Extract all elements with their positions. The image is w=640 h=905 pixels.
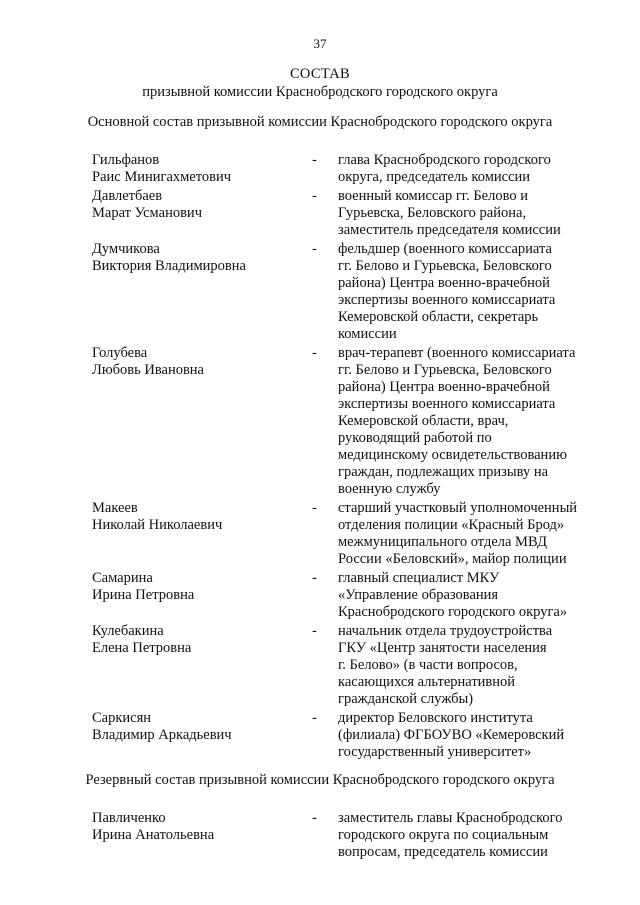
- member-name: [0, 345, 312, 498]
- main-section-heading: Основной состав призывной комиссии Краснобродского городского округа: [87, 114, 553, 130]
- member-role-line: района) Центра военно-врачебной: [338, 275, 550, 291]
- member-role-line: военный комиссар гг. Белово и: [338, 188, 528, 204]
- member-role-line: межмуниципального отдела МВД: [338, 534, 547, 550]
- member-role-line: (филиала) ФГБОУВО «Кемеровский: [338, 727, 565, 743]
- member-name-line: Марат Усманович: [92, 205, 202, 221]
- member-role-line: врач-терапевт (военного комиссариата: [338, 345, 576, 361]
- member-role-line: фельдшер (военного комиссариата: [338, 241, 552, 257]
- member-name-line: Самарина: [92, 570, 153, 586]
- member-role-line: района) Центра военно-врачебной: [338, 379, 550, 395]
- member-dash: -: [312, 500, 317, 516]
- member-row: [0, 152, 640, 186]
- page-number: 37: [313, 36, 327, 51]
- member-role-line: России «Беловский», майор полиции: [338, 551, 567, 567]
- member-dash: -: [312, 810, 317, 826]
- member-row: [0, 345, 640, 498]
- member-name-line: Любовь Ивановна: [92, 362, 204, 378]
- member-role-line: заместитель главы Краснобродского: [338, 810, 563, 826]
- member-role: [336, 188, 608, 239]
- member-role-line: отделения полиции «Красный Брод»: [338, 517, 565, 533]
- member-role-line: касающихся альтернативной: [338, 674, 516, 690]
- member-role: [336, 152, 608, 186]
- member-name: [0, 152, 312, 186]
- member-role-line: старший участковый уполномоченный: [338, 500, 578, 516]
- member-dash: -: [312, 710, 317, 726]
- member-role-line: городского округа по социальным: [338, 827, 549, 843]
- member-role: [336, 623, 608, 708]
- member-role-line: военную службу: [338, 481, 441, 497]
- member-dash: -: [312, 570, 317, 586]
- member-role-line: директор Беловского института: [338, 710, 533, 726]
- member-name: [0, 623, 312, 708]
- member-role-line: г. Белово» (в части вопросов,: [338, 657, 518, 673]
- member-role-line: комиссии: [338, 326, 397, 342]
- member-role-line: вопросам, председатель комиссии: [338, 844, 548, 860]
- member-role-line: округа, председатель комиссии: [338, 169, 531, 185]
- member-name-line: Елена Петровна: [92, 640, 192, 656]
- member-name-line: Макеев: [92, 500, 138, 516]
- member-role-line: экспертизы военного комиссариата: [338, 292, 556, 308]
- member-row: [0, 623, 640, 708]
- member-role-line: ГКУ «Центр занятости населения: [338, 640, 547, 656]
- member-role-line: начальник отдела трудоустройства: [338, 623, 553, 639]
- member-row: [0, 188, 640, 239]
- member-role: [336, 810, 608, 861]
- member-role-line: гражданской службы): [338, 691, 474, 707]
- member-role-line: глава Краснобродского городского: [338, 152, 551, 168]
- member-role: [336, 570, 608, 621]
- member-name: [0, 710, 312, 761]
- member-name: [0, 241, 312, 343]
- member-role-line: Кемеровской области, секретарь: [338, 309, 539, 325]
- reserve-members-list: [0, 810, 640, 863]
- document-subtitle: призывной комиссии Краснобродского городского округа: [142, 84, 498, 100]
- member-dash: -: [312, 152, 317, 168]
- member-dash: -: [312, 241, 317, 257]
- member-name-line: Раис Минигахметович: [92, 169, 232, 185]
- member-role-line: «Управление образования: [338, 587, 499, 603]
- member-role-line: главный специалист МКУ: [338, 570, 500, 586]
- member-dash: -: [312, 623, 317, 639]
- member-role-line: гг. Белово и Гурьевска, Беловского: [338, 362, 552, 378]
- member-dash: -: [312, 345, 317, 361]
- member-name: [0, 570, 312, 621]
- member-row: [0, 710, 640, 761]
- main-members-list: [0, 152, 640, 763]
- reserve-section-heading: Резервный состав призывной комиссии Краснобродского городского округа: [85, 772, 555, 788]
- member-role-line: граждан, подлежащих призыву на: [338, 464, 549, 480]
- member-row: [0, 810, 640, 861]
- member-name-line: Николай Николаевич: [92, 517, 223, 533]
- member-role-line: государственный университет»: [338, 744, 532, 760]
- member-name: [0, 810, 312, 861]
- member-name-line: Кулебакина: [92, 623, 164, 639]
- member-name-line: Саркисян: [92, 710, 152, 726]
- member-row: [0, 241, 640, 343]
- member-role: [336, 241, 608, 343]
- member-role-line: заместитель председателя комиссии: [338, 222, 561, 238]
- member-name: [0, 500, 312, 568]
- member-name-line: Гильфанов: [92, 152, 160, 168]
- member-dash: -: [312, 188, 317, 204]
- member-name-line: Владимир Аркадьевич: [92, 727, 232, 743]
- member-role: [336, 710, 608, 761]
- member-name-line: Ирина Анатольевна: [92, 827, 215, 843]
- member-name-line: Ирина Петровна: [92, 587, 195, 603]
- member-name: [0, 188, 312, 239]
- member-role: [336, 500, 608, 568]
- member-row: [0, 570, 640, 621]
- member-role-line: Гурьевска, Беловского района,: [338, 205, 527, 221]
- member-role-line: медицинскому освидетельствованию: [338, 447, 567, 463]
- document-title: СОСТАВ: [289, 66, 351, 82]
- member-row: [0, 500, 640, 568]
- member-role: [336, 345, 608, 498]
- member-name-line: Думчикова: [92, 241, 160, 257]
- member-role-line: руководящий работой по: [338, 430, 492, 446]
- member-name-line: Павличенко: [92, 810, 166, 826]
- member-role-line: Краснобродского городского округа»: [338, 604, 568, 620]
- member-name-line: Виктория Владимировна: [92, 258, 246, 274]
- member-name-line: Давлетбаев: [92, 188, 163, 204]
- member-name-line: Голубева: [92, 345, 148, 361]
- member-role-line: экспертизы военного комиссариата: [338, 396, 556, 412]
- member-role-line: Кемеровской области, врач,: [338, 413, 509, 429]
- member-role-line: гг. Белово и Гурьевска, Беловского: [338, 258, 552, 274]
